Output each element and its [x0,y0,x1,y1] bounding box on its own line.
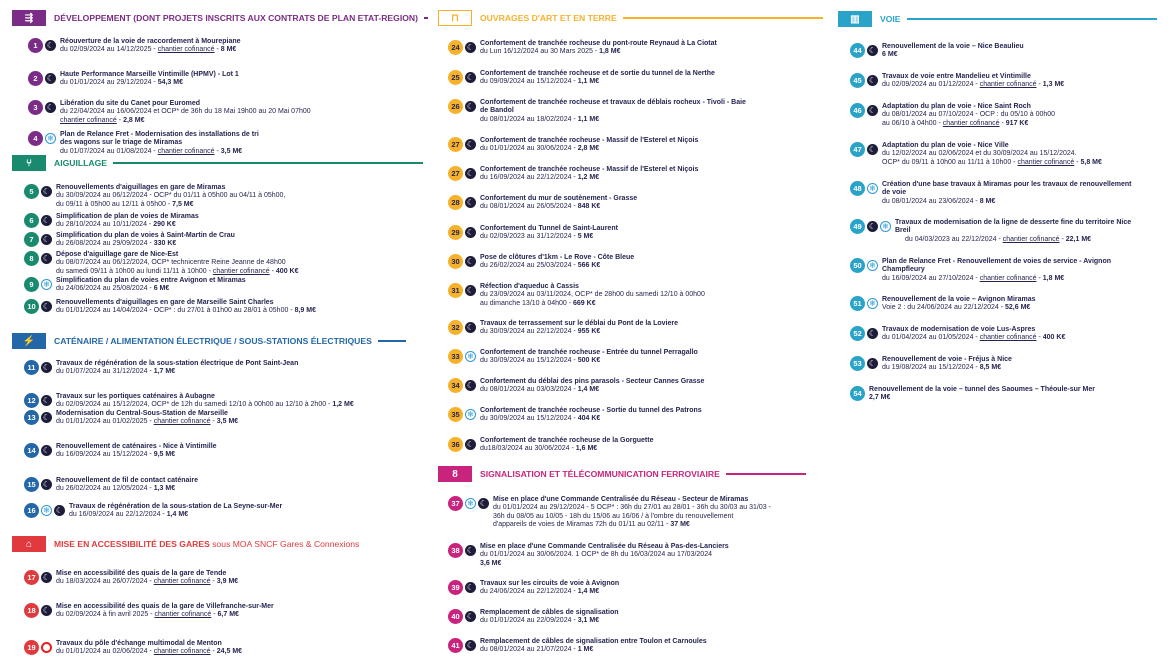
section-catenaire [12,333,406,349]
item-title: Pose de clôtures d'1km - Le Rove - Côte Bleue [480,254,635,261]
item-title: Confortement de tranchée rocheuse de la Gorguette [480,437,654,444]
night-icon: ☾ [466,380,475,390]
item-number: 52 [850,326,865,341]
divider [726,473,806,475]
item-number: 41 [448,638,463,653]
item-amount: 1,2 M€ [577,174,600,182]
item-amount: 9,5 M€ [153,451,176,459]
item-number: 29 [448,225,463,240]
list-item[interactable]: 39 ☾ Travaux sur les circuits de voie à Avignon du 24/06/2024 au 22/12/2024 - 1,4 M€ [448,580,840,597]
list-item[interactable]: 7 ☾ Simplification du plan de voies à Saint-Martin de Crau du 26/08/2024 au 29/09/2024 - 330 K€ [24,232,416,249]
list-item[interactable]: 25 ☾ Confortement de tranchée rocheuse et de sortie du tunnel de la Nerthe du 09/09/2024 au 15/12/2024 - 1,1 M€ [448,70,840,87]
item-number: 33 [448,349,463,364]
item-title: Travaux de terrassement sur le déblai du Pont de la Loviere [480,320,679,327]
section-title: AIGUILLAGE [54,158,107,168]
night-icon: ☾ [46,40,55,50]
item-title: Réouverture de la voie de raccordement à Mourepiane [60,38,241,45]
item-amount: 290 K€ [153,221,176,229]
list-item[interactable]: 53 ☾ Renouvellement de voie - Fréjus à Nice du 19/08/2024 au 15/12/2024 - 8,5 M€ [850,356,1162,373]
cofinance-link[interactable]: chantier cofinancé [979,81,1037,89]
item-title: Mise en accessibilité des quais de la gare de Villefranche-sur-Mer [56,603,274,610]
list-item[interactable]: 4 ❄ Plan de Relance Fret - Modernisation des installations de tri des wagons sur le triage de Miramas du 01/07/2024 au 01/08/2024 - chantier cofinancé - 3,5 M€ [28,131,260,156]
item-title: Confortement de tranchée rocheuse - Massif de l'Esterel et Niçois [480,137,699,144]
item-amount: 848 K€ [577,203,601,211]
night-icon: ☾ [42,301,51,311]
night-icon: ☾ [868,328,877,338]
item-number: 12 [24,393,39,408]
list-item[interactable]: 13 ☾ Modernisation du Central-Sous-Station de Marseille du 01/01/2024 au 01/02/2025 - chantier cofinancé - 3,5 M€ [24,410,416,427]
divider [424,17,428,19]
item-amount: 1,3 M€ [1042,81,1065,89]
night-icon: ☾ [42,215,51,225]
item-title: Renouvellement de la voie – Nice Beaulieu [882,43,1024,50]
list-item[interactable]: 36 ☾ Confortement de tranchée rocheuse de la Gorguette du18/03/2024 au 30/06/2024 - 1,6 M€ [448,437,840,454]
list-item[interactable]: 47 ☾ Adaptation du plan de voie - Nice Ville du 12/02/2024 au 02/06/2024 et du 30/09/2024 au 15/12/2024. OCP* du 09/11 à 10h00 au 11/11 à 10h00 - chantier cofinancé - 5,8 M€ [850,142,1175,167]
item-title: Remplacement de câbles de signalisation [480,609,619,616]
item-amount: 3,6 M€ [480,559,502,567]
night-icon: ☾ [42,362,51,372]
item-amount: 955 K€ [577,328,601,336]
cofinance-link[interactable]: chantier cofinancé [154,611,212,619]
item-amount: 8 M€ [979,197,996,205]
item-title: Travaux de voie entre Mandelieu et Vintimille [882,73,1031,80]
day-icon: ❄ [465,498,476,509]
item-number: 39 [448,580,463,595]
day-icon: ❄ [45,133,56,144]
list-item[interactable]: 18 ☾ Mise en accessibilité des quais de la gare de Villefranche-sur-Mer du 02/09/2024 à fin avril 2025 - chantier cofinancé - 6,7 M€ [24,603,416,620]
day-icon: ❄ [41,505,52,516]
item-amount: 6,7 M€ [217,611,239,619]
list-item[interactable]: 32 ☾ Travaux de terrassement sur le déblai du Pont de la Loviere du 30/09/2024 au 22/12/2024 - 955 K€ [448,320,840,337]
item-amount: 8,9 M€ [294,307,316,315]
item-title: Mise en place d'une Commande Centralisée du Réseau à Pas-des-Lanciers [480,543,729,550]
item-amount: 500 K€ [577,357,601,365]
item-number: 26 [448,99,463,114]
track-icon: ▥ [838,11,872,27]
item-title: Réfection d'aqueduc à Cassis [480,283,579,290]
column-left [12,0,432,661]
item-number: 11 [24,360,39,375]
cofinance-link[interactable]: chantier cofinancé [979,334,1037,342]
item-number: 45 [850,73,865,88]
item-number: 16 [24,503,39,518]
item-title: Adaptation du plan de voie - Nice Saint Roch [882,103,1031,110]
bridge-icon: ⊓ [438,10,472,26]
cofinance-link[interactable]: chantier cofinancé [157,46,215,54]
item-title: Adaptation du plan de voie - Nice Ville [882,142,1009,149]
cofinance-link[interactable]: chantier cofinancé [1002,235,1060,243]
item-number: 44 [850,43,865,58]
item-amount: 404 K€ [577,415,601,423]
list-item[interactable]: 27 ☾ Confortement de tranchée rocheuse - Massif de l'Esterel et Niçois du 16/09/2024 au 22/12/2024 - 1,2 M€ [448,166,840,183]
item-amount: 3,1 M€ [577,617,600,625]
day-icon: ❄ [41,279,52,290]
item-title: Renouvellement de fil de contact caténaire [56,477,198,484]
day-icon: ❄ [867,260,878,271]
item-title: Libération du site du Canet pour Euromed [60,100,201,107]
item-amount: 1,4 M€ [166,511,189,519]
night-icon: ☾ [479,498,488,508]
item-amount: 52,6 M€ [1005,304,1031,312]
item-amount: 1,1 M€ [577,115,600,123]
item-amount: 1,6 M€ [575,445,598,453]
item-number: 32 [448,320,463,335]
list-item[interactable]: 3 ☾ Libération du site du Canet pour Euromed du 22/04/2024 au 16/06/2024 et OCP* de 36h du 18 Mai 19h00 au 20 Mai 07h00 chantier cofinancé - 2,8 M€ [28,100,420,125]
list-item[interactable]: 24 ☾ Confortement de tranchée rocheuse du pont-route Reynaud à La Ciotat du Lun 16/12/2024 au 30 Mars 2025 - 1,8 M€ [448,40,840,57]
item-number: 48 [850,181,865,196]
item-amount: 1,1 M€ [577,78,600,86]
section-gares [12,536,359,552]
item-title: Simplification de plan de voies de Miramas [56,213,199,220]
list-item[interactable]: 31 ☾ Réfection d'aqueduc à Cassis du 23/09/2024 au 03/11/2024, OCP* de 28h00 du samedi 12/10 à 00h00 au dimanche 13/10 à 04h00 - 669 K€ [448,283,840,308]
night-icon: ☾ [42,412,51,422]
item-number: 40 [448,609,463,624]
item-number: 35 [448,407,463,422]
item-amount: 8 M€ [220,46,237,54]
list-item[interactable]: 11 ☾ Travaux de régénération de la sous-station électrique de Pont Saint-Jean du 01/07/2024 au 31/12/2024 - 1,7 M€ [24,360,416,377]
section-aiguillage [12,155,423,171]
night-icon: ☾ [42,479,51,489]
ring-icon [41,642,52,653]
night-icon: ☾ [42,253,51,263]
list-item[interactable]: 8 ☾ Dépose d'aiguillage gare de Nice-Est du 08/07/2024 au 06/12/2024, OCP* technicentre Reine Jeanne de 48h00 du samedi 09/11 à 10h00 au lundi 11/11 à 10h00 - chantier cofinancé - 400 K€ [24,251,416,276]
night-icon: ☾ [868,358,877,368]
list-item[interactable]: 40 ☾ Remplacement de câbles de signalisation du 01/01/2024 au 22/09/2024 - 3,1 M€ [448,609,840,626]
cofinance-link[interactable]: chantier cofinancé [157,147,215,155]
list-item[interactable]: 51 ❄ Renouvellement de la voie – Avignon Miramas Voie 2 : du 24/06/2024 au 22/12/2024 - 52,6 M€ [850,296,1162,313]
list-item[interactable]: 49 ☾ ❄ Travaux de modernisation de la ligne de desserte fine du territoire Nice Breil du 04/03/2023 au 22/12/2024 - chantier cofinancé - 22,1 M€ [850,219,1145,244]
cofinance-link[interactable]: chantier cofinancé [153,578,211,586]
item-amount: 2,8 M€ [123,116,145,124]
item-number: 47 [850,142,865,157]
list-item[interactable] [850,43,1162,60]
item-amount: 917 K€ [1005,119,1029,127]
item-number: 31 [448,283,463,298]
day-icon: ❄ [465,409,476,420]
item-number: 27 [448,166,463,181]
item-title: Mise en accessibilité des quais de la gare de Tende [56,570,227,577]
night-icon: ☾ [466,439,475,449]
item-number: 24 [448,40,463,55]
item-amount: 6 M€ [882,51,898,59]
lightning-icon: ⚡ [12,333,46,349]
item-amount: 22,1 M€ [1065,235,1092,243]
item-title: Travaux de modernisation de la ligne de desserte fine du territoire Nice Breil [895,219,1132,235]
item-title: Confortement de tranchée rocheuse - Entrée du tunnel Perragallo [480,349,698,356]
night-icon: ☾ [466,256,475,266]
item-number: 6 [24,213,39,228]
item-title: Renouvellements d'aiguillages en gare de Marseille Saint Charles [56,299,274,306]
item-number: 30 [448,254,463,269]
item-number: 50 [850,258,865,273]
item-title: Plan de Relance Fret - Renouvellement de voies de service - Avignon Champfleury [882,258,1111,274]
item-title: Travaux sur les portiques caténaires à Aubagne [56,393,215,400]
list-item[interactable]: 26 ☾ Confortement de tranchée rocheuse et travaux de déblais rocheux - Tivoli - Baie de Bandol du 08/01/2024 au 18/02/2024 - 1,1 M€ [448,99,750,124]
item-title: Renouvellement de la voie – tunnel des Saoumes – Théoule-sur Mer [869,386,1096,393]
item-title: Travaux de modernisation de voie Lus-Aspres [882,326,1036,333]
list-item[interactable]: 45 ☾ Travaux de voie entre Mandelieu et Vintimille du 02/09/2024 au 01/12/2024 - chantier cofinancé - 1,3 M€ [850,73,1162,90]
item-amount: 54,3 M€ [157,79,183,87]
item-title: Confortement de tranchée rocheuse - Sortie du tunnel des Patrons [480,407,702,414]
item-number: 28 [448,195,463,210]
item-amount: 1,7 M€ [153,368,176,376]
item-number: 4 [28,131,43,146]
list-item[interactable]: 14 ☾ Renouvellement de caténaires - Nice à Vintimille du 16/09/2024 au 15/12/2024 - 9,5 M€ [24,443,416,460]
item-number: 38 [448,543,463,558]
item-amount: 3,5 M€ [220,147,243,155]
item-title: Simplification du plan de voies à Saint-Martin de Crau [56,232,235,239]
section-title: CATÉNAIRE / ALIMENTATION ÉLECTRIQUE / SOUS-STATIONS ÉLECTRIQUES [54,336,372,346]
list-item[interactable]: 17 ☾ Mise en accessibilité des quais de la gare de Tende du 18/03/2024 au 26/07/2024 - chantier cofinancé - 3,9 M€ [24,570,416,587]
list-item[interactable]: 46 ☾ Adaptation du plan de voie - Nice Saint Roch du 08/01/2024 au 07/10/2024 - OCP : du 05/10 à 00h00 au 06/10 à 04h00 - chantier cofinancé - 917 K€ [850,103,1162,128]
item-number: 49 [850,219,865,234]
cofinance-link[interactable]: chantier cofinancé [942,119,1000,127]
cofinance-link[interactable]: chantier cofinancé [979,274,1037,282]
cofinance-link[interactable]: chantier cofinancé [1017,158,1075,166]
night-icon: ☾ [42,234,51,244]
night-icon: ☾ [466,197,475,207]
item-title: Travaux du pôle d'échange multimodal de Menton [56,640,222,647]
item-number: 18 [24,603,39,618]
cofinance-link[interactable]: chantier cofinancé [153,648,211,656]
item-number: 9 [24,277,39,292]
item-number: 36 [448,437,463,452]
night-icon: ☾ [42,605,51,615]
item-title: Confortement du Tunnel de Saint-Laurent [480,225,618,232]
item-amount: 5,8 M€ [1080,158,1102,166]
item-number: 13 [24,410,39,425]
item-number: 53 [850,356,865,371]
night-icon: ☾ [868,144,877,154]
item-title: Confortement du mur de soutènement - Grasse [480,195,638,202]
station-icon: ⌂ [12,536,46,552]
list-item[interactable]: 50 ❄ Plan de Relance Fret - Renouvellement de voies de service - Avignon Champfleury du 16/09/2024 au 27/10/2024 - chantier cofinancé - 1,8 M€ [850,258,1122,283]
item-amount: 1,8 M€ [1042,274,1065,282]
item-title: Travaux sur les circuits de voie à Avignon [480,580,620,587]
item-title: Confortement de tranchée rocheuse et de sortie du tunnel de la Nerthe [480,70,715,77]
night-icon: ☾ [466,611,475,621]
item-amount: 5 M€ [577,233,594,241]
item-amount: 1 M€ [577,646,594,654]
item-number: 27 [448,137,463,152]
list-item[interactable]: 35 ❄ Confortement de tranchée rocheuse - Sortie du tunnel des Patrons du 30/09/2024 au 15/12/2024 - 404 K€ [448,407,840,424]
cofinance-link[interactable]: chantier cofinancé [153,418,211,426]
day-icon: ❄ [867,183,878,194]
list-item[interactable]: 29 ☾ Confortement du Tunnel de Saint-Laurent du 02/09/2023 au 31/12/2024 - 5 M€ [448,225,840,242]
divider [378,340,406,342]
list-item[interactable]: 15 ☾ Renouvellement de fil de contact caténaire du 26/02/2024 au 12/05/2024 - 1,3 M€ [24,477,416,494]
item-number: 46 [850,103,865,118]
item-amount: 566 K€ [577,262,601,270]
night-icon: ☾ [466,582,475,592]
list-item[interactable]: 10 ☾ Renouvellements d'aiguillages en gare de Marseille Saint Charles du 01/01/2024 au 14/04/2024 - OCP* : du 27/01 à 01h00 au 28/01 à 05h00 - 8,9 M€ [24,299,416,316]
item-amount: 1,4 M€ [577,588,600,596]
section-ouvrages [438,10,823,26]
night-icon: ☾ [46,73,55,83]
night-icon: ☾ [466,42,475,52]
item-number: 5 [24,184,39,199]
cofinance-link[interactable]: chantier cofinancé [212,267,270,275]
list-item[interactable]: 28 ☾ Confortement du mur de soutènement - Grasse du 08/01/2024 au 26/05/2024 - 848 K€ [448,195,840,212]
item-amount: 3,5 M€ [216,418,239,426]
night-icon: ☾ [42,445,51,455]
item-title: Plan de Relance Fret - Modernisation des installations de tri des wagons sur le triage de Miramas [60,131,259,147]
night-icon: ☾ [466,640,475,650]
item-number: 54 [850,386,865,401]
list-item[interactable]: 33 ❄ Confortement de tranchée rocheuse - Entrée du tunnel Perragallo du 30/09/2024 au 15/12/2024 - 500 K€ [448,349,840,366]
list-item[interactable]: 1 ☾ Réouverture de la voie de raccordement à Mourepiane du 02/09/2024 au 14/12/2025 - chantier cofinancé - 8 M€ [28,38,420,55]
item-number: 15 [24,477,39,492]
section-developpement [12,10,428,26]
night-icon: ☾ [868,45,877,55]
item-number: 17 [24,570,39,585]
item-amount: 8,5 M€ [979,364,1002,372]
item-title: Confortement du déblai des pins parasols - Secteur Cannes Grasse [480,378,705,385]
list-item[interactable]: 52 ☾ Travaux de modernisation de voie Lus-Aspres du 01/04/2024 au 01/05/2024 - chantier cofinancé - 400 K€ [850,326,1162,343]
cofinance-link[interactable]: chantier cofinancé [60,116,117,124]
item-amount: 330 K€ [153,240,177,248]
item-title: Simplification du plan de voies entre Avignon et Miramas [56,277,246,284]
night-icon: ☾ [466,101,475,111]
item-amount: 37 M€ [670,520,690,528]
item-amount: 2,7 M€ [869,394,891,402]
item-number: 8 [24,251,39,266]
item-amount: 669 K€ [573,299,596,307]
item-title: Confortement de tranchée rocheuse et travaux de déblais rocheux - Tivoli - Baie de Bandol [480,99,746,115]
item-number: 3 [28,100,43,115]
item-title: Confortement de tranchée rocheuse du pont-route Reynaud à La Ciotat [480,40,717,47]
night-icon: ☾ [466,545,475,555]
item-title: Renouvellement de la voie – Avignon Miramas [882,296,1036,303]
item-title: Modernisation du Central-Sous-Station de Marseille [56,410,228,417]
item-title: Mise en place d'une Commande Centralisée du Réseau - Secteur de Miramas [493,496,749,503]
item-amount: 2,8 M€ [577,145,600,153]
item-amount: 3,9 M€ [216,578,239,586]
section-signalisation [438,466,806,482]
item-title: Confortement de tranchée rocheuse - Massif de l'Esterel et Niçois [480,166,699,173]
night-icon: ☾ [868,221,877,231]
night-icon: ☾ [55,505,64,515]
signal-icon: 8 [438,466,472,482]
night-icon: ☾ [466,322,475,332]
item-amount: 7,5 M€ [172,200,194,208]
item-title: Travaux de régénération de la sous-station de La Seyne-sur-Mer [69,503,283,510]
night-icon: ☾ [466,227,475,237]
night-icon: ☾ [466,285,475,295]
item-number: 14 [24,443,39,458]
list-item[interactable]: 48 ❄ Création d'une base travaux à Miramas pour les travaux de renouvellement de voie du 08/01/2024 au 23/06/2024 - 8 M€ [850,181,1132,206]
list-item[interactable] [850,386,1159,403]
item-amount: 24,5 M€ [216,648,243,656]
divider [623,17,823,19]
section-title: MISE EN ACCESSIBILITÉ DES GARES sous MOA SNCF Gares & Connexions [54,539,360,549]
list-item[interactable]: 30 ☾ Pose de clôtures d'1km - Le Rove - Côte Bleue du 26/02/2024 au 25/03/2024 - 566 K€ [448,254,840,271]
section-title: OUVRAGES D'ART ET EN TERRE [480,13,617,23]
item-number: 10 [24,299,39,314]
night-icon: ☾ [42,572,51,582]
switch-icon: ⑂ [12,155,46,171]
night-icon: ☾ [42,395,51,405]
item-number: 7 [24,232,39,247]
list-item[interactable]: 16 ❄ ☾ Travaux de régénération de la sous-station de La Seyne-sur-Mer du 16/09/2024 au 22/12/2024 - 1,4 M€ [24,503,429,520]
item-amount: 1,3 M€ [153,485,176,493]
rail-flow-icon: ⇶ [12,10,46,26]
list-item[interactable]: 38 ☾ Mise en place d'une Commande Centralisée du Réseau à Pas-des-Lanciers du 01/01/2024 au 30/06/2024. 1 OCP* de 8h du 16/03/2024 au 17/03/2024 3,6 M€ [448,543,840,568]
item-amount: 1,8 M€ [599,48,621,56]
night-icon: ☾ [868,75,877,85]
night-icon: ☾ [466,72,475,82]
section-voie [838,11,1157,27]
night-icon: ☾ [466,139,475,149]
night-icon: ☾ [868,105,877,115]
item-title: Renouvellements d'aiguillages en gare de Miramas [56,184,226,191]
item-amount: 1,4 M€ [577,386,600,394]
list-item[interactable]: 27 ☾ Confortement de tranchée rocheuse - Massif de l'Esterel et Niçois du 01/01/2024 au 30/06/2024 - 2,8 M€ [448,137,840,154]
divider [113,162,423,164]
day-icon: ❄ [880,221,891,232]
list-item[interactable]: 9 ❄ Simplification du plan de voies entre Avignon et Miramas du 24/06/2024 au 25/08/2024 - 6 M€ [24,277,416,294]
list-item[interactable]: 19 Travaux du pôle d'échange multimodal de Menton du 01/01/2024 au 02/06/2024 - chantier cofinancé - 24,5 M€ [24,640,416,657]
divider [907,18,1157,20]
item-number: 2 [28,71,43,86]
item-title: Création d'une base travaux à Miramas pour les travaux de renouvellement de voie [882,181,1132,197]
day-icon: ❄ [867,298,878,309]
item-number: 37 [448,496,463,511]
list-item[interactable]: 41 ☾ Remplacement de câbles de signalisation entre Toulon et Carnoules du 08/01/2024 au 21/07/2024 - 1 M€ [448,638,840,655]
list-item[interactable]: 5 ☾ Renouvellements d'aiguillages en gare de Miramas du 30/09/2024 au 06/12/2024 - OCP* du 01/11 à 05h00 au 04/11 à 05h00, du 09/11 à 05h00 au 12/11 à 05h00 - 7,5 M€ [24,184,416,209]
item-title: Remplacement de câbles de signalisation entre Toulon et Carnoules [480,638,707,645]
item-number: 1 [28,38,43,53]
column-right [838,0,1168,661]
section-title: DÉVELOPPEMENT (DONT PROJETS INSCRITS AUX CONTRATS DE PLAN ETAT-REGION) [54,13,418,23]
item-amount: 400 K€ [1042,334,1066,342]
list-item[interactable]: 12 ☾ Travaux sur les portiques caténaires à Aubagne du 02/09/2024 au 15/12/2024, OCP* de 12h du samedi 12/10 à 00h00 au 12/10 à 2h00 - 1,2 M€ [24,393,416,410]
item-amount: 6 M€ [153,285,170,293]
section-title: SIGNALISATION ET TÉLÉCOMMUNICATION FERROVIAIRE [480,469,720,479]
item-title: Haute Performance Marseille Vintimille (HPMV) - Lot 1 [60,71,239,78]
item-title: Travaux de régénération de la sous-station électrique de Pont Saint-Jean [56,360,299,367]
list-item[interactable]: 34 ☾ Confortement du déblai des pins parasols - Secteur Cannes Grasse du 08/01/2024 au 03/03/2024 - 1,4 M€ [448,378,840,395]
column-middle [438,0,828,661]
item-amount: 1,2 M€ [332,401,354,409]
night-icon: ☾ [42,186,51,196]
item-number: 51 [850,296,865,311]
item-amount: 400 K€ [275,267,299,275]
item-title: Renouvellement de caténaires - Nice à Vintimille [56,443,217,450]
item-number: 34 [448,378,463,393]
item-number: 25 [448,70,463,85]
night-icon: ☾ [466,168,475,178]
day-icon: ❄ [465,351,476,362]
item-title: Dépose d'aiguillage gare de Nice-Est [56,251,179,258]
list-item[interactable]: 37 ❄ ☾ Mise en place d'une Commande Centralisée du Réseau - Secteur de Miramas du 01/01/2024 au 29/12/2024 - 5 OCP* : 36h du 27/01 au 28/01 - 36h du 30/03 au 31/03 - 36h du 08/05 au 10/05 - 18h du 15/06 au 16/06 / à l'ombre du renouvellement d'appareils de voies de Miramas 72h du 01/11 au 02/11 - 37 M€ [448,496,838,529]
list-item[interactable]: 6 ☾ Simplification de plan de voies de Miramas du 28/10/2024 au 10/11/2024 - 290 K€ [24,213,416,230]
section-title: VOIE [880,14,901,24]
item-title: Renouvellement de voie - Fréjus à Nice [882,356,1012,363]
item-number: 19 [24,640,39,655]
list-item[interactable]: 2 ☾ Haute Performance Marseille Vintimille (HPMV) - Lot 1 du 01/01/2024 au 29/12/2024 - 54,3 M€ [28,71,420,88]
night-icon: ☾ [46,102,55,112]
